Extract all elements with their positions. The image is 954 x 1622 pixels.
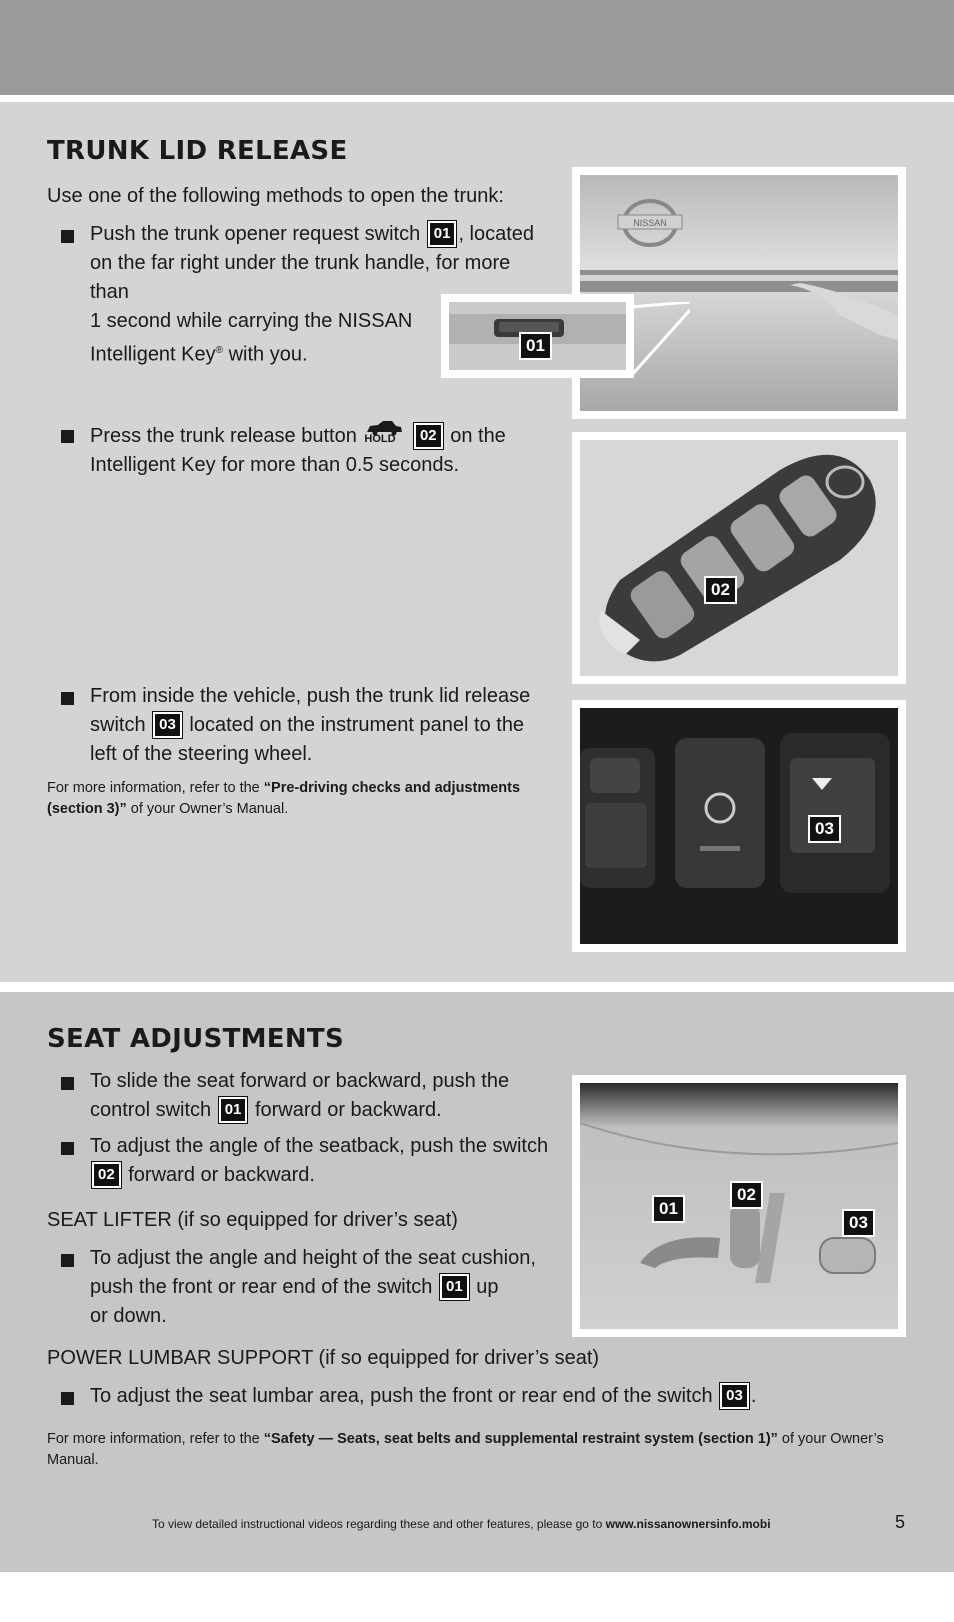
callout-badge-03: 03 bbox=[720, 1383, 749, 1409]
seat-switches-photo bbox=[572, 1075, 906, 1337]
callout-badge-02: 02 bbox=[730, 1181, 763, 1209]
callout-badge-02: 02 bbox=[92, 1162, 121, 1188]
callout-badge-01: 01 bbox=[519, 332, 552, 360]
seat-lifter-heading: SEAT LIFTER (if so equipped for driver’s seat) bbox=[47, 1209, 458, 1231]
callout-badge-01: 01 bbox=[219, 1097, 248, 1123]
seat-adjustments-section bbox=[0, 992, 954, 1572]
trunk-b2-text: Press the trunk release button bbox=[90, 425, 357, 447]
section-title-seat: SEAT ADJUSTMENTS bbox=[47, 1024, 344, 1054]
trunk-b3-text2: located on the instrument panel to the bbox=[189, 714, 525, 736]
bullet-icon bbox=[61, 692, 74, 705]
more-info-prefix: For more information, refer to the bbox=[47, 1431, 264, 1447]
seat-bullet-3 bbox=[90, 1244, 560, 1331]
more-info-reference: “Safety — Seats, seat belts and supplemental restraint system (section 1)” bbox=[263, 1431, 778, 1447]
callout-badge-02: 02 bbox=[414, 423, 443, 449]
more-info-suffix: of your Owner’s Manual. bbox=[47, 1431, 884, 1468]
seat-more-info bbox=[47, 1429, 907, 1471]
trunk-bullet-2 bbox=[90, 420, 550, 480]
hold-label: HOLD bbox=[364, 433, 396, 445]
callout-badge-01: 01 bbox=[428, 221, 457, 247]
header-band bbox=[0, 0, 954, 95]
footer-text: To view detailed instructional videos regarding these and other features, please go to bbox=[152, 1517, 606, 1531]
trunk-switch-inset bbox=[441, 294, 634, 378]
trunk-b1-line3: 1 second while carrying the NISSAN bbox=[90, 310, 413, 332]
trunk-b3-line3: left of the steering wheel. bbox=[90, 743, 313, 765]
seat-bullet-4 bbox=[90, 1382, 890, 1411]
seat-b2-line1: To adjust the angle of the seatback, push the switch bbox=[90, 1135, 549, 1157]
seat-b1-text: control switch bbox=[90, 1099, 212, 1121]
instrument-panel-photo bbox=[572, 700, 906, 952]
trunk-intro: Use one of the following methods to open the trunk: bbox=[47, 185, 504, 207]
trunk-b1-line4b: with you. bbox=[223, 343, 308, 366]
intelligent-key-photo bbox=[572, 432, 906, 684]
bullet-icon bbox=[61, 430, 74, 443]
more-info-suffix: of your Owner’s Manual. bbox=[126, 801, 289, 817]
trunk-b2-line2: Intelligent Key for more than 0.5 seconds. bbox=[90, 454, 460, 476]
lumbar-support-heading: POWER LUMBAR SUPPORT (if so equipped for driver’s seat) bbox=[47, 1347, 600, 1369]
trunk-b2-text2: on the bbox=[450, 425, 506, 447]
more-info-prefix: For more information, refer to the bbox=[47, 780, 264, 796]
seat-b3-text2: up bbox=[476, 1276, 499, 1298]
trunk-more-info bbox=[47, 778, 547, 820]
nissan-logo-text: NISSAN bbox=[633, 218, 667, 228]
trunk-handle-photo bbox=[572, 167, 906, 419]
trunk-hold-icon bbox=[362, 420, 406, 446]
seat-b2-text2: forward or backward. bbox=[128, 1164, 315, 1186]
seat-b4-text: To adjust the seat lumbar area, push the front or rear end of the switch bbox=[90, 1385, 713, 1407]
callout-badge-01: 01 bbox=[652, 1195, 685, 1223]
seat-b3-line3: or down. bbox=[90, 1305, 167, 1327]
footer-url-link[interactable]: www.nissanownersinfo.mobi bbox=[605, 1517, 771, 1531]
registered-mark: ® bbox=[215, 345, 224, 356]
trunk-lid-release-section bbox=[0, 102, 954, 982]
seat-b3-line1: To adjust the angle and height of the seat cushion, bbox=[90, 1247, 536, 1269]
trunk-b3-text: switch bbox=[90, 714, 146, 736]
bullet-icon bbox=[61, 1392, 74, 1405]
seat-b1-text2: forward or backward. bbox=[254, 1099, 442, 1121]
page-number: 5 bbox=[895, 1512, 906, 1532]
callout-badge-03: 03 bbox=[842, 1209, 875, 1237]
callout-badge-01: 01 bbox=[440, 1274, 469, 1300]
intelligent-key-illustration bbox=[580, 440, 898, 676]
seat-b3-text: push the front or rear end of the switch bbox=[90, 1276, 433, 1298]
bullet-icon bbox=[61, 1077, 74, 1090]
instrument-panel-illustration bbox=[580, 708, 898, 944]
inset-pointer-lines bbox=[630, 302, 690, 382]
section-title-trunk: TRUNK LID RELEASE bbox=[47, 136, 348, 166]
seat-bullet-1 bbox=[90, 1067, 550, 1125]
bullet-icon bbox=[61, 1254, 74, 1267]
trunk-b1-text2: , located bbox=[458, 223, 535, 245]
bullet-icon bbox=[61, 1142, 74, 1155]
seat-b4-text2: . bbox=[750, 1385, 757, 1407]
callout-badge-03: 03 bbox=[153, 712, 182, 738]
trunk-b3-line1: From inside the vehicle, push the trunk lid release bbox=[90, 685, 531, 707]
trunk-b1-line2: on the far right under the trunk handle, for more than bbox=[90, 252, 511, 303]
more-info-reference: “Pre-driving checks and adjustments (section 3)” bbox=[47, 780, 521, 817]
seat-b1-line1: To slide the seat forward or backward, push the bbox=[90, 1070, 510, 1092]
callout-badge-03: 03 bbox=[808, 815, 841, 843]
callout-badge-02: 02 bbox=[704, 576, 737, 604]
trunk-b1-text: Push the trunk opener request switch bbox=[90, 223, 421, 245]
trunk-bullet-3 bbox=[90, 682, 550, 769]
bullet-icon bbox=[61, 230, 74, 243]
trunk-b1-line4: Intelligent Key bbox=[90, 343, 216, 366]
seat-bullet-2 bbox=[90, 1132, 560, 1190]
footer-note bbox=[152, 1517, 771, 1531]
